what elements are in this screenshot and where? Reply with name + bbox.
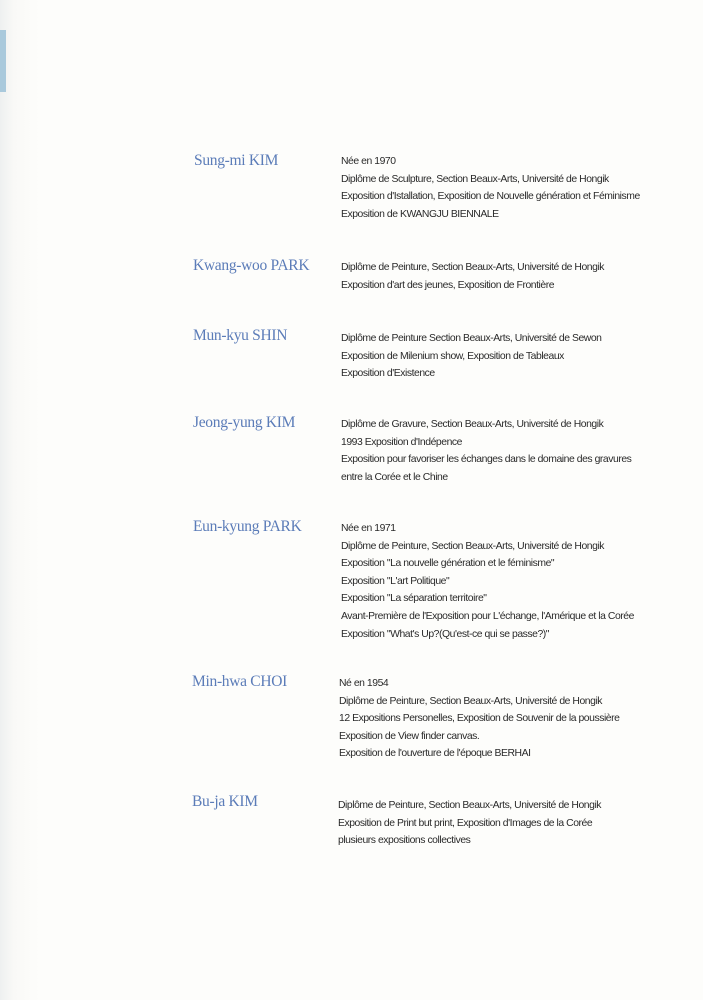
bio-line: 1993 Exposition d'Indépence xyxy=(341,436,462,448)
bio-line: Avant-Première de l'Exposition pour L'échange, l'Amérique et la Corée xyxy=(341,610,634,622)
bio-line: Exposition "L'art Politique" xyxy=(341,575,450,587)
bio-line: Exposition de View finder canvas. xyxy=(339,730,480,742)
artist-name: Jeong-yung KIM xyxy=(193,414,296,431)
page-edge-tab xyxy=(0,30,6,92)
artist-bio xyxy=(341,416,631,486)
bio-line: Née en 1971 xyxy=(341,523,396,534)
artist-bio xyxy=(341,153,640,223)
bio-line: Exposition "La nouvelle génération et le féminisme" xyxy=(341,558,555,570)
bio-line: Exposition d'art des jeunes, Exposition de Frontière xyxy=(341,279,555,291)
bio-line: plusieurs expositions collectives xyxy=(338,835,471,847)
artist-bio xyxy=(341,259,604,294)
artist-bio xyxy=(341,520,634,643)
artist-name: Min-hwa CHOI xyxy=(192,673,287,690)
artist-name: Bu-ja KIM xyxy=(192,793,258,810)
bio-line: Né en 1954 xyxy=(339,678,389,689)
artist-bio xyxy=(341,330,602,383)
bio-line: Diplôme de Peinture Section Beaux-Arts, Université de Sewon xyxy=(341,333,602,344)
bio-line: entre la Corée et le Chine xyxy=(341,471,448,483)
bio-line: Exposition "La séparation territoire" xyxy=(341,593,487,605)
bio-line: Diplôme de Peinture, Section Beaux-Arts, Université de Hongik xyxy=(338,800,602,811)
bio-line: Exposition pour favoriser les échanges dans le domaine des gravures xyxy=(341,454,632,466)
bio-line: Exposition d'Existence xyxy=(341,368,435,380)
bio-line: 12 Expositions Personelles, Exposition de Souvenir de la poussière xyxy=(339,713,620,725)
artist-bio xyxy=(339,675,619,763)
artist-name: Sung-mi KIM xyxy=(194,152,279,169)
bio-line: Née en 1970 xyxy=(341,156,396,167)
bio-line: Exposition d'Istallation, Exposition de Nouvelle génération et Féminisme xyxy=(341,191,640,203)
artist-name: Mun-kyu SHIN xyxy=(193,327,288,344)
bio-line: Exposition de l'ouverture de l'époque BERHAI xyxy=(339,748,531,760)
bio-line: Diplôme de Sculpture, Section Beaux-Arts, Université de Hongik xyxy=(341,173,609,185)
bio-line: Diplôme de Peinture, Section Beaux-Arts, Université de Hongik xyxy=(341,540,605,552)
bio-line: Diplôme de Peinture, Section Beaux-Arts, Université de Hongik xyxy=(339,695,603,707)
artist-bio xyxy=(338,797,601,850)
bio-line: Exposition de KWANGJU BIENNALE xyxy=(341,208,499,220)
bio-line: Exposition de Print but print, Exposition d'Images de la Corée xyxy=(338,817,593,829)
artist-name: Kwang-woo PARK xyxy=(193,257,310,274)
artist-name: Eun-kyung PARK xyxy=(193,518,302,535)
bio-line: Exposition de Milenium show, Exposition de Tableaux xyxy=(341,350,564,362)
bio-line: Diplôme de Peinture, Section Beaux-Arts, Université de Hongik xyxy=(341,262,605,273)
bio-line: Exposition "What's Up?(Qu'est-ce qui se passe?)" xyxy=(341,628,550,640)
bio-line: Diplôme de Gravure, Section Beaux-Arts, Université de Hongik xyxy=(341,419,604,430)
